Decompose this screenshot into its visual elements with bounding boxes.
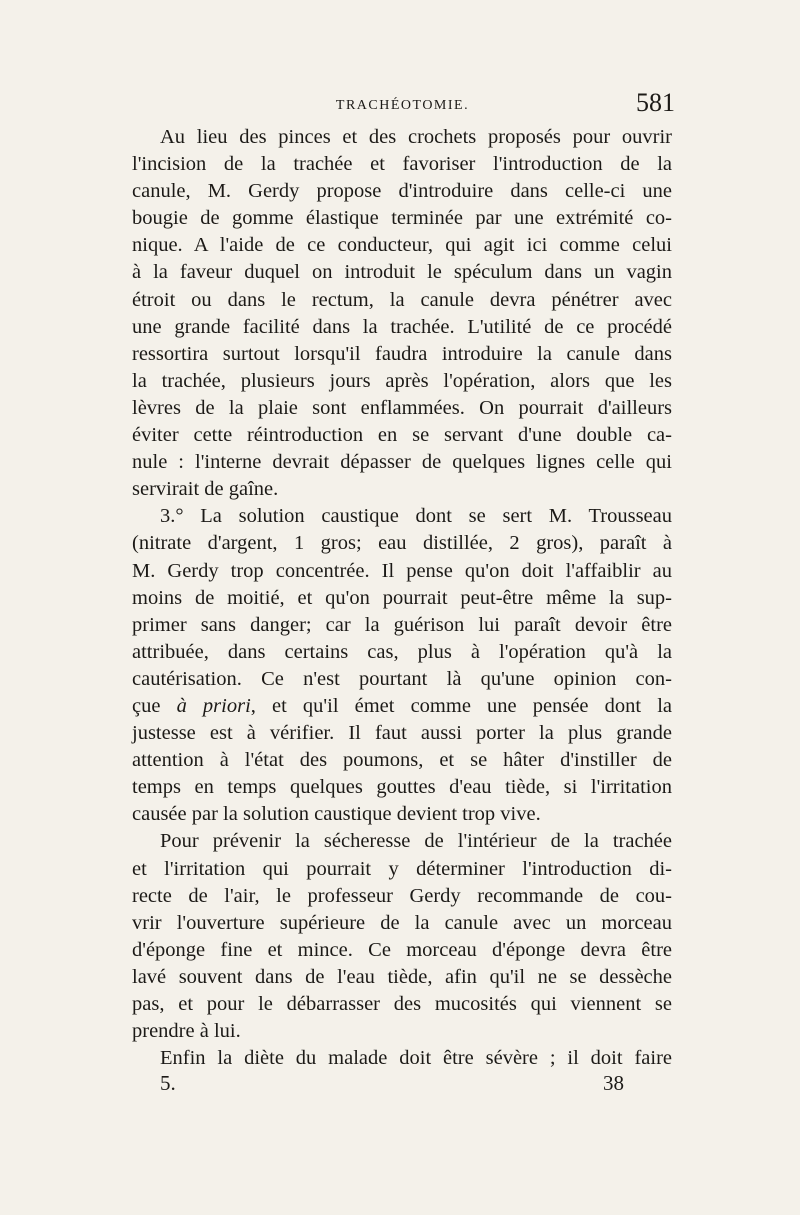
italic-phrase: à priori <box>176 694 251 717</box>
text-line: pas, et pour le débarrasser des mucosités qui viennent se <box>132 993 672 1015</box>
page-number: 581 <box>636 88 675 117</box>
signature-mark: 5. <box>160 1071 176 1095</box>
text-line: nique. A l'aide de ce conducteur, qui agit ici comme celui <box>132 234 672 257</box>
text-line: éviter cette réintroduction en se servant d'une double ca- <box>132 424 672 447</box>
text-line: une grande facilité dans la trachée. L'utilité de ce procédé <box>132 315 672 338</box>
text-line: moins de moitié, et qu'on pourrait peut-être même la sup- <box>132 586 672 609</box>
text-line: (nitrate d'argent, 1 gros; eau distillée, 2 gros), paraît à <box>132 532 672 555</box>
text-line: d'éponge fine et mince. Ce morceau d'éponge devra être <box>132 938 672 961</box>
running-head: TRACHÉOTOMIE. <box>335 98 470 113</box>
text-line: Pour prévenir la sécheresse de l'intérieur de la trachée <box>160 830 672 853</box>
text-line: prendre à lui. <box>132 1020 241 1043</box>
text-line: çue à priori, et qu'il émet comme une pensée dont la <box>132 694 672 717</box>
text-line: causée par la solution caustique devient trop vive. <box>132 803 541 826</box>
text-line: primer sans danger; car la guérison lui paraît devoir être <box>132 613 672 636</box>
text-line: Enfin la diète du malade doit être sévère ; il doit faire <box>160 1047 672 1070</box>
text-line: ressortira surtout lorsqu'il faudra introduire la canule dans <box>132 342 672 365</box>
text-line: bougie de gomme élastique terminée par une extrémité co- <box>132 207 672 230</box>
text-line: M. Gerdy trop concentrée. Il pense qu'on doit l'affaiblir au <box>132 559 672 582</box>
text-line: lavé souvent dans de l'eau tiède, afin qu'il ne se dessèche <box>132 965 672 988</box>
text-line: justesse est à vérifier. Il faut aussi porter la plus grande <box>132 722 672 745</box>
text-line: nule : l'interne devrait dépasser de quelques lignes celle qui <box>132 451 672 474</box>
page-header <box>130 88 675 122</box>
text-line: à la faveur duquel on introduit le spéculum dans un vagin <box>132 261 672 284</box>
text-line: lèvres de la plaie sont enflammées. On pourrait d'ailleurs <box>132 396 672 419</box>
text-line: cautérisation. Ce n'est pourtant là qu'une opinion con- <box>132 667 672 690</box>
page-footer <box>160 1071 624 1101</box>
text-line: la trachée, plusieurs jours après l'opération, alors que les <box>132 369 672 392</box>
text-line: vrir l'ouverture supérieure de la canule avec un morceau <box>132 911 672 934</box>
text-line: l'incision de la trachée et favoriser l'introduction de la <box>132 153 672 176</box>
text-line: temps en temps quelques gouttes d'eau tiède, si l'irritation <box>132 776 672 799</box>
text-line: et l'irritation qui pourrait y déterminer l'introduction di- <box>132 857 672 880</box>
text-line: attribuée, dans certains cas, plus à l'opération qu'à la <box>132 640 672 663</box>
text-line: étroit ou dans le rectum, la canule devra pénétrer avec <box>132 288 672 311</box>
text-line: recte de l'air, le professeur Gerdy recommande de cou- <box>132 884 672 907</box>
sheet-number: 38 <box>603 1071 624 1095</box>
body-text <box>132 124 672 1072</box>
text-line: attention à l'état des poumons, et se hâter d'instiller de <box>132 749 672 772</box>
text-line: canule, M. Gerdy propose d'introduire dans celle-ci une <box>132 180 672 203</box>
text-line: 3.° La solution caustique dont se sert M. Trousseau <box>160 505 672 528</box>
text-line: servirait de gaîne. <box>132 478 279 501</box>
text-line: Au lieu des pinces et des crochets proposés pour ouvrir <box>160 126 672 148</box>
